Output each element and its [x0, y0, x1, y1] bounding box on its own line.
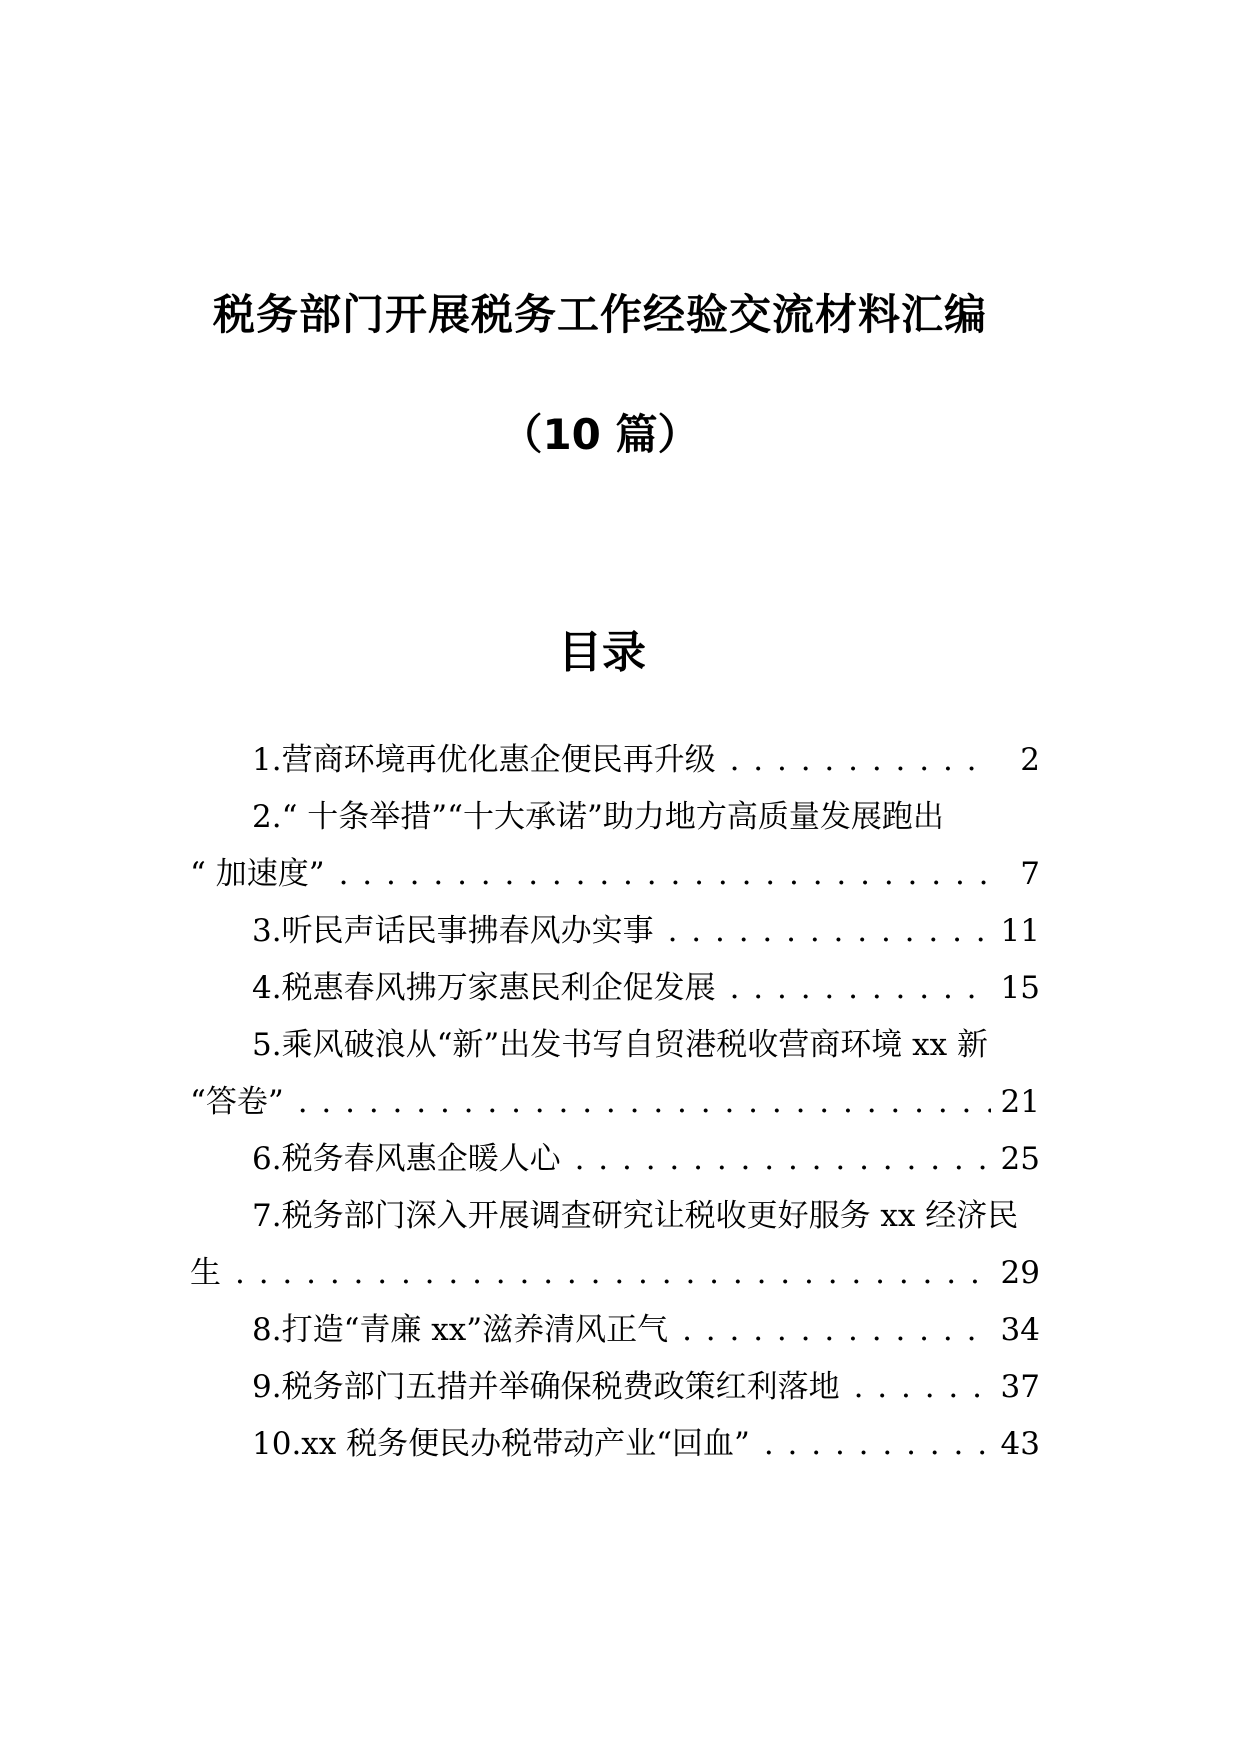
toc-entry-5-line-1[interactable] [190, 1017, 1050, 1074]
toc-leader-dots [339, 846, 992, 903]
toc-leader-dots [730, 732, 992, 789]
toc-entry-2-line-2[interactable] [190, 846, 1050, 903]
toc-leader-dots [668, 903, 991, 960]
toc-entry-9[interactable] [190, 1359, 1050, 1416]
toc-entry-page: 25 [1000, 1141, 1040, 1177]
toc-entry-4[interactable] [190, 960, 1050, 1017]
toc-entry-page: 43 [1000, 1426, 1040, 1462]
toc-leader-dots [235, 1245, 991, 1302]
toc-entry-page: 37 [1000, 1369, 1040, 1405]
toc-entry-title: 9.税务部门五措并举确保税费政策红利落地 [252, 1369, 840, 1405]
toc-entry-page: 29 [1000, 1255, 1040, 1291]
toc-entry-7-line-1[interactable] [190, 1188, 1050, 1245]
toc-entry-title: 1.营商环境再优化惠企便民再升级 [252, 742, 716, 778]
document-title: 税务部门开展税务工作经验交流材料汇编 [212, 290, 987, 339]
toc-entry-title: 4.税惠春风拂万家惠民利企促发展 [252, 970, 716, 1006]
toc-entry-title: 7.税务部门深入开展调查研究让税收更好服务 xx 经济民 [252, 1198, 1019, 1234]
toc-leader-dots [298, 1074, 991, 1131]
toc-entry-1[interactable] [190, 732, 1050, 789]
toc-entry-7-line-2[interactable] [190, 1245, 1050, 1302]
toc-entry-6[interactable] [190, 1131, 1050, 1188]
toc-entry-page: 15 [1000, 970, 1040, 1006]
toc-entry-page: 34 [1000, 1312, 1040, 1348]
toc-leader-dots [730, 960, 991, 1017]
toc-entry-title: 8.打造“青廉 xx”滋养清风正气 [252, 1312, 669, 1348]
toc-entry-3[interactable] [190, 903, 1050, 960]
toc-leader-dots [682, 1302, 990, 1359]
toc-entry-title: 5.乘风破浪从“新”出发书写自贸港税收营商环境 xx 新 [252, 1027, 988, 1063]
toc-entry-title: 2.“ 十条举措”“十大承诺”助力地方高质量发展跑出 [252, 799, 944, 835]
toc-entry-10[interactable] [190, 1416, 1050, 1473]
toc-entry-title-continued: “ 加速度” [190, 856, 325, 892]
toc-entry-page: 2 [1020, 742, 1040, 778]
toc-entry-2-line-1[interactable] [190, 789, 1050, 846]
toc-entry-title: 10.xx 税务便民办税带动产业“回血” [252, 1426, 750, 1462]
toc-entry-title: 3.听民声话民事拂春风办实事 [252, 913, 654, 949]
toc-entry-5-line-2[interactable] [190, 1074, 1050, 1131]
toc-leader-dots [854, 1359, 991, 1416]
table-of-contents [190, 732, 1050, 1473]
toc-leader-dots [764, 1416, 991, 1473]
toc-entry-page: 7 [1020, 856, 1040, 892]
toc-entry-page: 11 [1000, 913, 1040, 949]
toc-entry-title-continued: “答卷” [190, 1084, 284, 1120]
toc-entry-title: 6.税务春风惠企暖人心 [252, 1141, 561, 1177]
document-subtitle: （10 篇） [500, 410, 700, 459]
toc-entry-title-continued: 生 [190, 1255, 221, 1291]
toc-entry-8[interactable] [190, 1302, 1050, 1359]
toc-leader-dots [575, 1131, 991, 1188]
toc-entry-page: 21 [1000, 1084, 1040, 1120]
toc-heading: 目录 [558, 627, 646, 678]
